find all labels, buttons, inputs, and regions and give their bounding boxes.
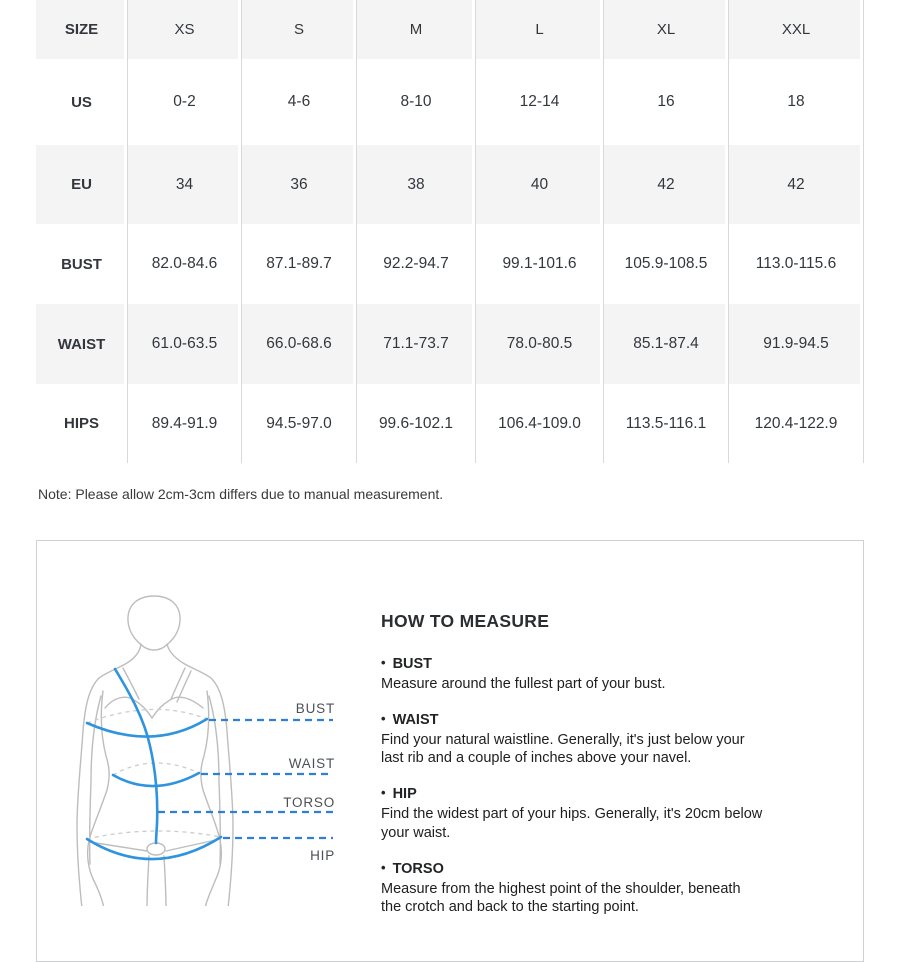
- table-row-bust: [36, 224, 864, 304]
- size-column-header: XXL: [729, 0, 864, 59]
- measure-section-text: [381, 805, 833, 842]
- size-column-header: XL: [604, 0, 729, 59]
- size-value-cell: 71.1-73.7: [357, 304, 476, 384]
- size-column-header: L: [476, 0, 604, 59]
- row-label: BUST: [36, 224, 128, 304]
- measure-section-heading: [381, 656, 833, 672]
- size-value-cell: 40: [476, 145, 604, 224]
- text-line: Find your natural waistline. Generally, it's just below your: [381, 731, 745, 748]
- table-row-hips: [36, 384, 864, 463]
- text-line: the crotch and back to the starting point.: [381, 899, 639, 916]
- size-value-cell: 78.0-80.5: [476, 304, 604, 384]
- size-value-cell: 92.2-94.7: [357, 224, 476, 304]
- row-label: WAIST: [36, 304, 128, 384]
- measure-section-label: BUST: [392, 656, 433, 672]
- measure-section-label: HIP: [392, 786, 417, 803]
- bullet-icon: •: [381, 655, 386, 670]
- size-value-cell: 66.0-68.6: [242, 304, 357, 384]
- measure-section-heading: [381, 786, 833, 802]
- diagram-label-torso: TORSO: [283, 795, 335, 810]
- size-value-cell: 38: [357, 145, 476, 224]
- size-value-cell: 106.4-109.0: [476, 384, 604, 463]
- measure-section-torso: [381, 861, 833, 917]
- size-value-cell: 99.6-102.1: [357, 384, 476, 463]
- measure-section-label: WAIST: [392, 711, 439, 728]
- size-value-cell: 91.9-94.5: [729, 304, 864, 384]
- diagram-label-waist: WAIST: [288, 756, 335, 771]
- size-value-cell: 113.5-116.1: [604, 384, 729, 463]
- guide-sections: [381, 656, 833, 917]
- size-value-cell: 120.4-122.9: [729, 384, 864, 463]
- how-to-measure-card: [36, 540, 864, 962]
- measure-section-heading: [381, 861, 833, 877]
- size-value-cell: 0-2: [128, 59, 242, 145]
- size-value-cell: 99.1-101.6: [476, 224, 604, 304]
- size-value-cell: 85.1-87.4: [604, 304, 729, 384]
- size-value-cell: 42: [729, 145, 864, 224]
- size-value-cell: 87.1-89.7: [242, 224, 357, 304]
- text-line: Find the widest part of your hips. Generally, it's 20cm below: [381, 806, 763, 823]
- measure-section-text: [381, 880, 833, 917]
- text-line: Measure around the fullest part of your bust.: [381, 676, 666, 692]
- hip-tape-line: [87, 837, 221, 859]
- measure-section-bust: [381, 656, 833, 694]
- size-value-cell: 61.0-63.5: [128, 304, 242, 384]
- measure-section-heading: [381, 712, 833, 728]
- table-header-row: [36, 0, 864, 59]
- size-table-body: [36, 59, 864, 463]
- bullet-icon: •: [381, 785, 386, 801]
- size-value-cell: 8-10: [357, 59, 476, 145]
- row-label: HIPS: [36, 384, 128, 463]
- table-row-waist: [36, 304, 864, 384]
- size-column-header: S: [242, 0, 357, 59]
- body-measurement-diagram: [61, 576, 381, 906]
- measurement-note: Note: Please allow 2cm-3cm differs due to manual measurement.: [38, 486, 444, 502]
- diagram-label-hip: HIP: [310, 848, 335, 863]
- text-line: last rib and a couple of inches above your navel.: [381, 750, 692, 767]
- how-to-measure-panel: [381, 611, 833, 935]
- guide-title: HOW TO MEASURE: [381, 611, 550, 631]
- size-value-cell: 42: [604, 145, 729, 224]
- measure-section-text: [381, 731, 833, 768]
- size-value-cell: 89.4-91.9: [128, 384, 242, 463]
- measure-section-label: TORSO: [392, 860, 444, 877]
- measure-section-waist: [381, 712, 833, 768]
- size-chart-table: [36, 0, 864, 463]
- row-label: EU: [36, 145, 128, 224]
- table-row-eu: [36, 145, 864, 224]
- size-value-cell: 16: [604, 59, 729, 145]
- text-line: your waist.: [381, 824, 451, 841]
- size-value-cell: 34: [128, 145, 242, 224]
- table-corner-header: SIZE: [36, 0, 128, 59]
- text-line: Measure from the highest point of the shoulder, beneath: [381, 880, 741, 897]
- measure-section-hip: [381, 786, 833, 842]
- measure-section-text: [381, 675, 833, 694]
- torso-tape-line: [115, 669, 157, 843]
- bullet-icon: •: [381, 710, 386, 726]
- size-value-cell: 12-14: [476, 59, 604, 145]
- size-column-header: M: [357, 0, 476, 59]
- size-value-cell: 36: [242, 145, 357, 224]
- diagram-label-bust: BUST: [295, 701, 335, 716]
- table-row-us: [36, 59, 864, 145]
- size-value-cell: 4-6: [242, 59, 357, 145]
- size-value-cell: 18: [729, 59, 864, 145]
- size-value-cell: 105.9-108.5: [604, 224, 729, 304]
- size-value-cell: 94.5-97.0: [242, 384, 357, 463]
- size-value-cell: 113.0-115.6: [729, 224, 864, 304]
- size-value-cell: 82.0-84.6: [128, 224, 242, 304]
- size-column-header: XS: [128, 0, 242, 59]
- row-label: US: [36, 59, 128, 145]
- bullet-icon: •: [381, 859, 386, 875]
